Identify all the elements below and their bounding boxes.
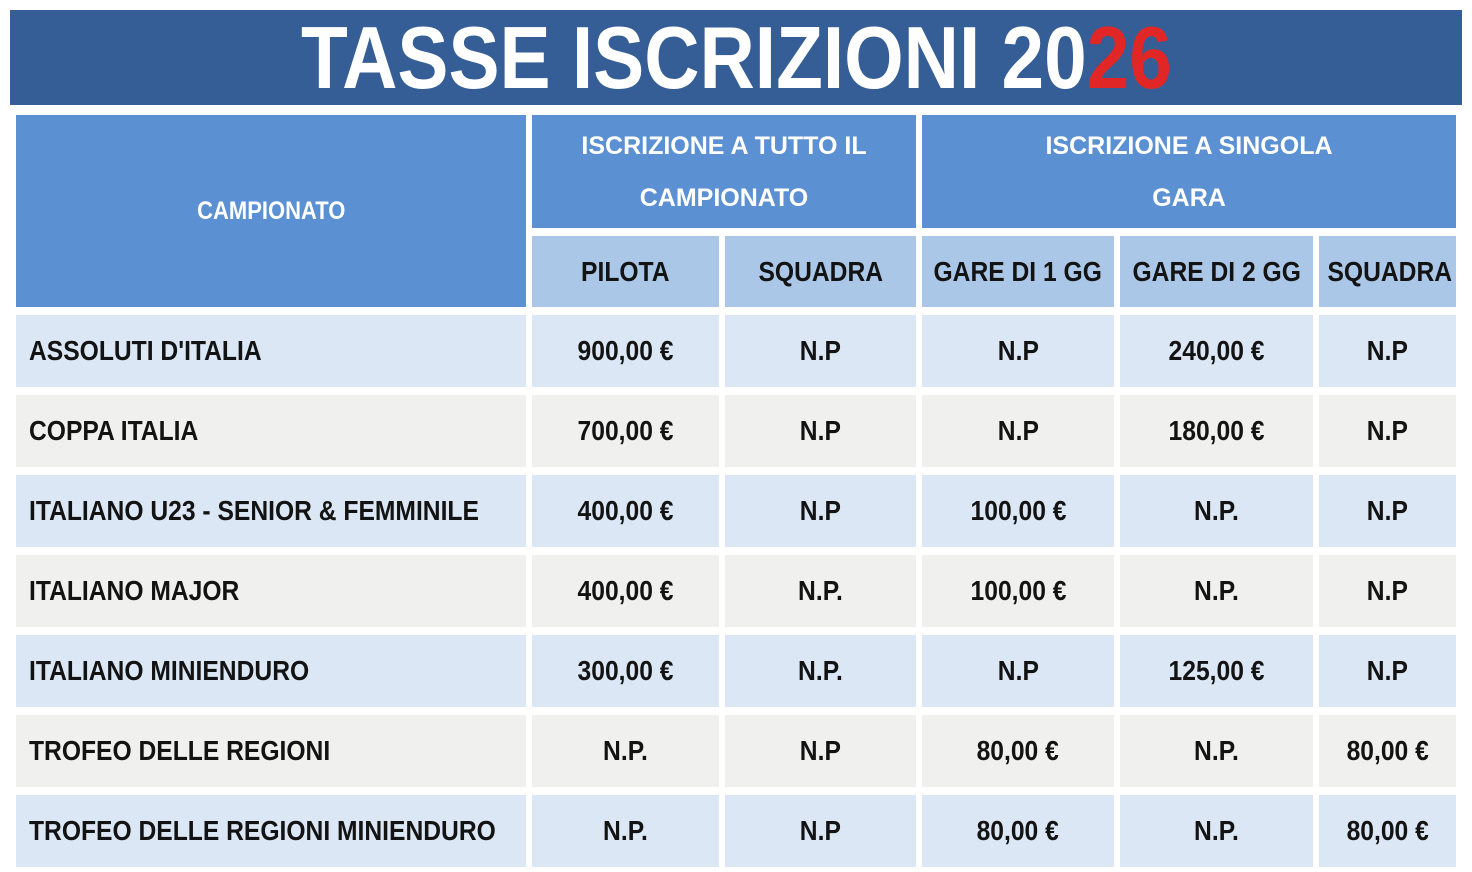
fee-value: N.P.	[1194, 735, 1239, 766]
fee-value: N.P	[1366, 575, 1409, 606]
championship-name: ASSOLUTI D'ITALIA	[29, 335, 262, 366]
fee-value: N.P	[1366, 415, 1409, 446]
fee-cell	[1319, 635, 1456, 707]
group-header-singola-gara-label: ISCRIZIONE A SINGOLA GARA	[1045, 131, 1333, 212]
fee-cell	[922, 555, 1114, 627]
column-header-pilota	[532, 236, 719, 307]
group-header-row	[16, 115, 1456, 228]
fee-value: 900,00 €	[577, 335, 674, 366]
group-header-tutto-campionato-label: ISCRIZIONE A TUTTO IL CAMPIONATO	[581, 131, 867, 212]
fee-value: 100,00 €	[970, 575, 1066, 606]
fee-cell	[725, 475, 916, 547]
championship-name: TROFEO DELLE REGIONI	[29, 735, 331, 766]
fee-cell	[922, 635, 1114, 707]
column-header-gare-1gg	[922, 236, 1114, 307]
fee-value: 80,00 €	[976, 815, 1060, 846]
fee-value: 125,00 €	[1168, 655, 1265, 686]
fee-value: N.P	[1366, 495, 1409, 526]
fee-value: N.P	[997, 415, 1039, 446]
fee-value: 80,00 €	[1346, 815, 1429, 846]
table-row	[16, 315, 1456, 387]
column-header-campionato	[16, 115, 526, 307]
table-row	[16, 715, 1456, 787]
fee-cell	[532, 555, 719, 627]
fee-value: N.P	[1366, 335, 1409, 366]
championship-name: COPPA ITALIA	[29, 415, 199, 446]
championship-name-cell	[16, 635, 526, 707]
fee-cell	[725, 635, 916, 707]
title-year-red: 26	[1086, 8, 1172, 107]
fee-value: 300,00 €	[577, 655, 674, 686]
fee-value: N.P	[799, 495, 842, 526]
column-header-gare-2gg	[1120, 236, 1313, 307]
fee-cell	[1120, 475, 1313, 547]
table-row	[16, 635, 1456, 707]
championship-name-cell	[16, 475, 526, 547]
fee-value: 400,00 €	[577, 575, 674, 606]
fee-value: 80,00 €	[976, 735, 1060, 766]
fee-value: N.P.	[1194, 815, 1239, 846]
fee-value: 240,00 €	[1168, 335, 1265, 366]
fee-cell	[1319, 715, 1456, 787]
gare-2gg-header-label: GARE DI 2 GG	[1132, 255, 1301, 287]
fee-value: N.P	[799, 415, 842, 446]
fee-value: N.P	[997, 335, 1039, 366]
championship-name: ITALIANO MAJOR	[29, 575, 240, 606]
fee-cell	[1120, 795, 1313, 867]
fee-cell	[1120, 395, 1313, 467]
table-row	[16, 395, 1456, 467]
column-header-squadra-gara	[1319, 236, 1456, 307]
fee-cell	[922, 395, 1114, 467]
fee-cell	[725, 795, 916, 867]
fee-value: N.P	[997, 655, 1039, 686]
group-header-tutto-campionato	[532, 115, 916, 228]
fee-value: N.P.	[603, 735, 648, 766]
fee-value: N.P.	[1194, 575, 1239, 606]
table-body	[16, 315, 1456, 867]
squadra-gara-header-label: SQUADRA	[1327, 255, 1453, 287]
fee-value: N.P	[799, 735, 842, 766]
fee-cell	[532, 315, 719, 387]
fees-table	[10, 107, 1462, 872]
fee-cell	[725, 715, 916, 787]
fee-cell	[532, 635, 719, 707]
campionato-header-label: CAMPIONATO	[196, 196, 346, 225]
fee-cell	[1120, 315, 1313, 387]
championship-name-cell	[16, 315, 526, 387]
table-row	[16, 795, 1456, 867]
group-header-singola-gara	[922, 115, 1456, 228]
championship-name: ITALIANO MINIENDURO	[29, 655, 310, 686]
championship-name: ITALIANO U23 - SENIOR & FEMMINILE	[29, 495, 479, 526]
table-row	[16, 475, 1456, 547]
fee-cell	[1120, 715, 1313, 787]
fee-cell	[922, 315, 1114, 387]
fee-value: N.P.	[798, 575, 843, 606]
fee-cell	[922, 475, 1114, 547]
column-header-squadra-campionato	[725, 236, 916, 307]
pilota-header-label: PILOTA	[581, 255, 670, 287]
fee-cell	[725, 555, 916, 627]
fee-value: N.P	[799, 815, 842, 846]
title-text-white: TASSE ISCRIZIONI 20	[300, 8, 1087, 107]
fee-cell	[1319, 795, 1456, 867]
fee-cell	[1319, 395, 1456, 467]
fee-cell	[1319, 315, 1456, 387]
fee-cell	[1319, 475, 1456, 547]
fee-cell	[922, 715, 1114, 787]
fee-cell	[922, 795, 1114, 867]
gare-1gg-header-label: GARE DI 1 GG	[933, 255, 1103, 287]
table-row	[16, 555, 1456, 627]
fee-cell	[1120, 555, 1313, 627]
fee-value: 80,00 €	[1346, 735, 1429, 766]
title-banner	[10, 10, 1462, 105]
fee-cell	[532, 395, 719, 467]
championship-name-cell	[16, 395, 526, 467]
fee-value: 700,00 €	[577, 415, 674, 446]
fee-cell	[1319, 555, 1456, 627]
fee-value: 100,00 €	[970, 495, 1066, 526]
fee-cell	[532, 475, 719, 547]
fee-value: 400,00 €	[577, 495, 674, 526]
fee-value: N.P	[1366, 655, 1409, 686]
fee-value: N.P.	[798, 655, 843, 686]
fee-value: N.P.	[1194, 495, 1239, 526]
fee-value: N.P	[799, 335, 842, 366]
championship-name-cell	[16, 715, 526, 787]
championship-name-cell	[16, 795, 526, 867]
fee-cell	[532, 715, 719, 787]
page-title	[301, 10, 1172, 105]
fee-cell	[725, 315, 916, 387]
fee-cell	[725, 395, 916, 467]
fee-value: 180,00 €	[1168, 415, 1265, 446]
fee-cell	[1120, 635, 1313, 707]
squadra-campionato-header-label: SQUADRA	[758, 255, 883, 287]
fee-cell	[532, 795, 719, 867]
fee-value: N.P.	[603, 815, 648, 846]
championship-name: TROFEO DELLE REGIONI MINIENDURO	[29, 815, 496, 846]
championship-name-cell	[16, 555, 526, 627]
